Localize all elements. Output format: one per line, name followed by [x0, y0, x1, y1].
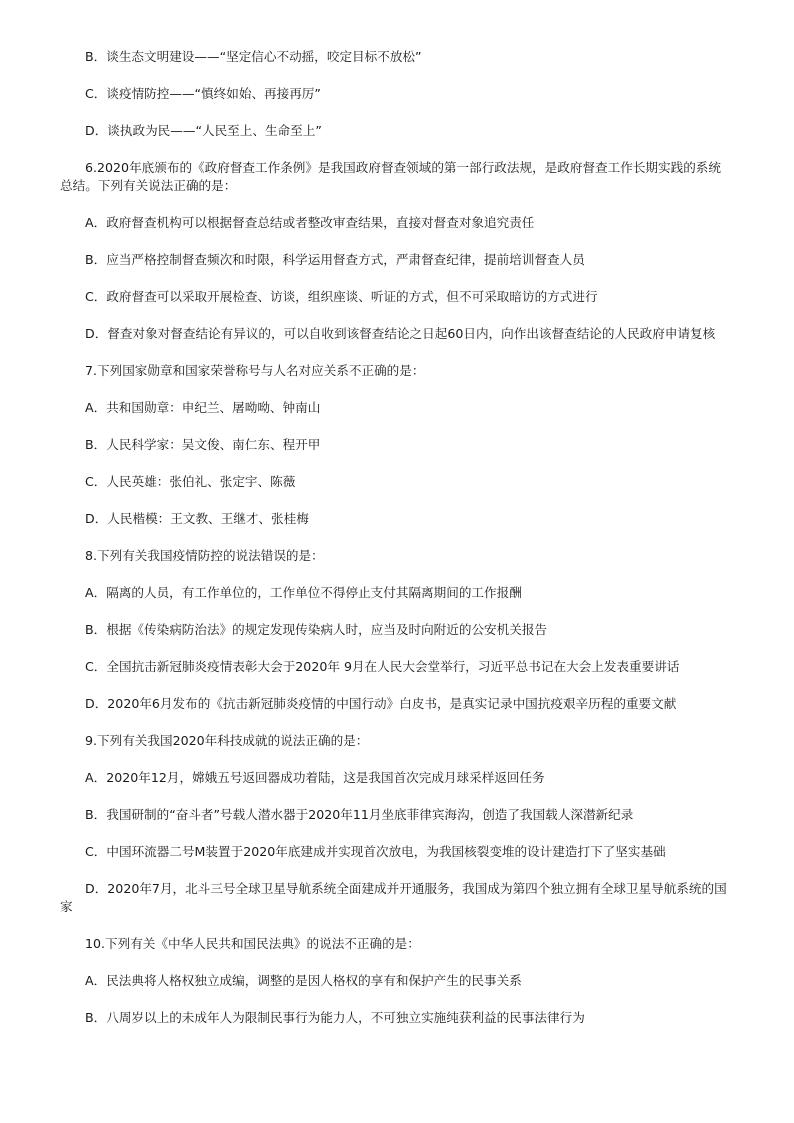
question-7-stem: 7.下列国家勋章和国家荣誉称号与人名对应关系不正确的是：	[85, 363, 425, 378]
q7-option-a: A．共和国勋章：申纪兰、屠呦呦、钟南山	[85, 400, 321, 415]
question-8-stem: 8.下列有关我国疫情防控的说法错误的是：	[85, 548, 324, 563]
q6-option-b: B．应当严格控制督查频次和时限，科学运用督查方式，严肃督查纪律，提前培训督查人员	[85, 252, 585, 267]
q8-option-c: C．全国抗击新冠肺炎疫情表彰大会于2020年 9月在人民大会堂举行，习近平总书记在大会上发表重要讲话	[85, 659, 680, 674]
q9-option-d: D．2020年7月，北斗三号全球卫星导航系统全面建成并开通服务，我国成为第四个独立拥有全球卫星导航系统的国家	[60, 881, 727, 914]
q8-option-a: A．隔离的人员，有工作单位的，工作单位不得停止支付其隔离期间的工作报酬	[85, 585, 522, 600]
q7-option-b: B．人民科学家：吴文俊、南仁东、程开甲	[85, 437, 321, 452]
question-6-stem: 6.2020年底颁布的《政府督查工作条例》是我国政府督查领域的第一部行政法规，是政府督查工作长期实践的系统总结。下列有关说法正确的是：	[60, 160, 721, 193]
q6-option-a: A．政府督查机构可以根据督查总结或者整改审查结果，直接对督查对象追究责任	[85, 215, 535, 230]
q7-option-d: D．人民楷模：王文教、王继才、张桂梅	[85, 511, 309, 526]
q7-option-c: C．人民英雄：张伯礼、张定宇、陈薇	[85, 474, 296, 489]
q6-option-d: D．督查对象对督查结论有异议的，可以自收到该督查结论之日起60日内，向作出该督查结论的人民政府申请复核	[85, 326, 716, 341]
q9-option-b: B．我国研制的“奋斗者”号载人潜水器于2020年11月坐底菲律宾海沟，创造了我国载人深潜新纪录	[85, 807, 634, 822]
q10-option-a: A．民法典将人格权独立成编，调整的是因人格权的享有和保护产生的民事关系	[85, 973, 522, 988]
q5-option-d: D．谈执政为民——“人民至上、生命至上”	[85, 123, 322, 138]
q9-option-c: C．中国环流器二号M装置于2020年底建成并实现首次放电，为我国核裂变堆的设计建造打下了坚实基础	[85, 844, 666, 859]
question-9-stem: 9.下列有关我国2020年科技成就的说法正确的是：	[85, 733, 369, 748]
q8-option-d: D．2020年6月发布的《抗击新冠肺炎疫情的中国行动》白皮书，是真实记录中国抗疫艰辛历程的重要文献	[85, 696, 677, 711]
q5-option-c: C．谈疫情防控——“慎终如始、再接再厉”	[85, 86, 321, 101]
q10-option-b: B．八周岁以上的未成年人为限制民事行为能力人，不可独立实施纯获利益的民事法律行为	[85, 1010, 585, 1025]
q9-option-a: A．2020年12月，嫦娥五号返回器成功着陆，这是我国首次完成月球采样返回任务	[85, 770, 545, 785]
q5-option-b: B．谈生态文明建设——“坚定信心不动摇，咬定目标不放松”	[85, 49, 422, 64]
q8-option-b: B．根据《传染病防治法》的规定发现传染病人时，应当及时向附近的公安机关报告	[85, 622, 548, 637]
q6-option-c: C．政府督查可以采取开展检查、访谈，组织座谈、听证的方式，但不可采取暗访的方式进行	[85, 289, 598, 304]
question-10-stem: 10.下列有关《中华人民共和国民法典》的说法不正确的是：	[85, 936, 420, 951]
